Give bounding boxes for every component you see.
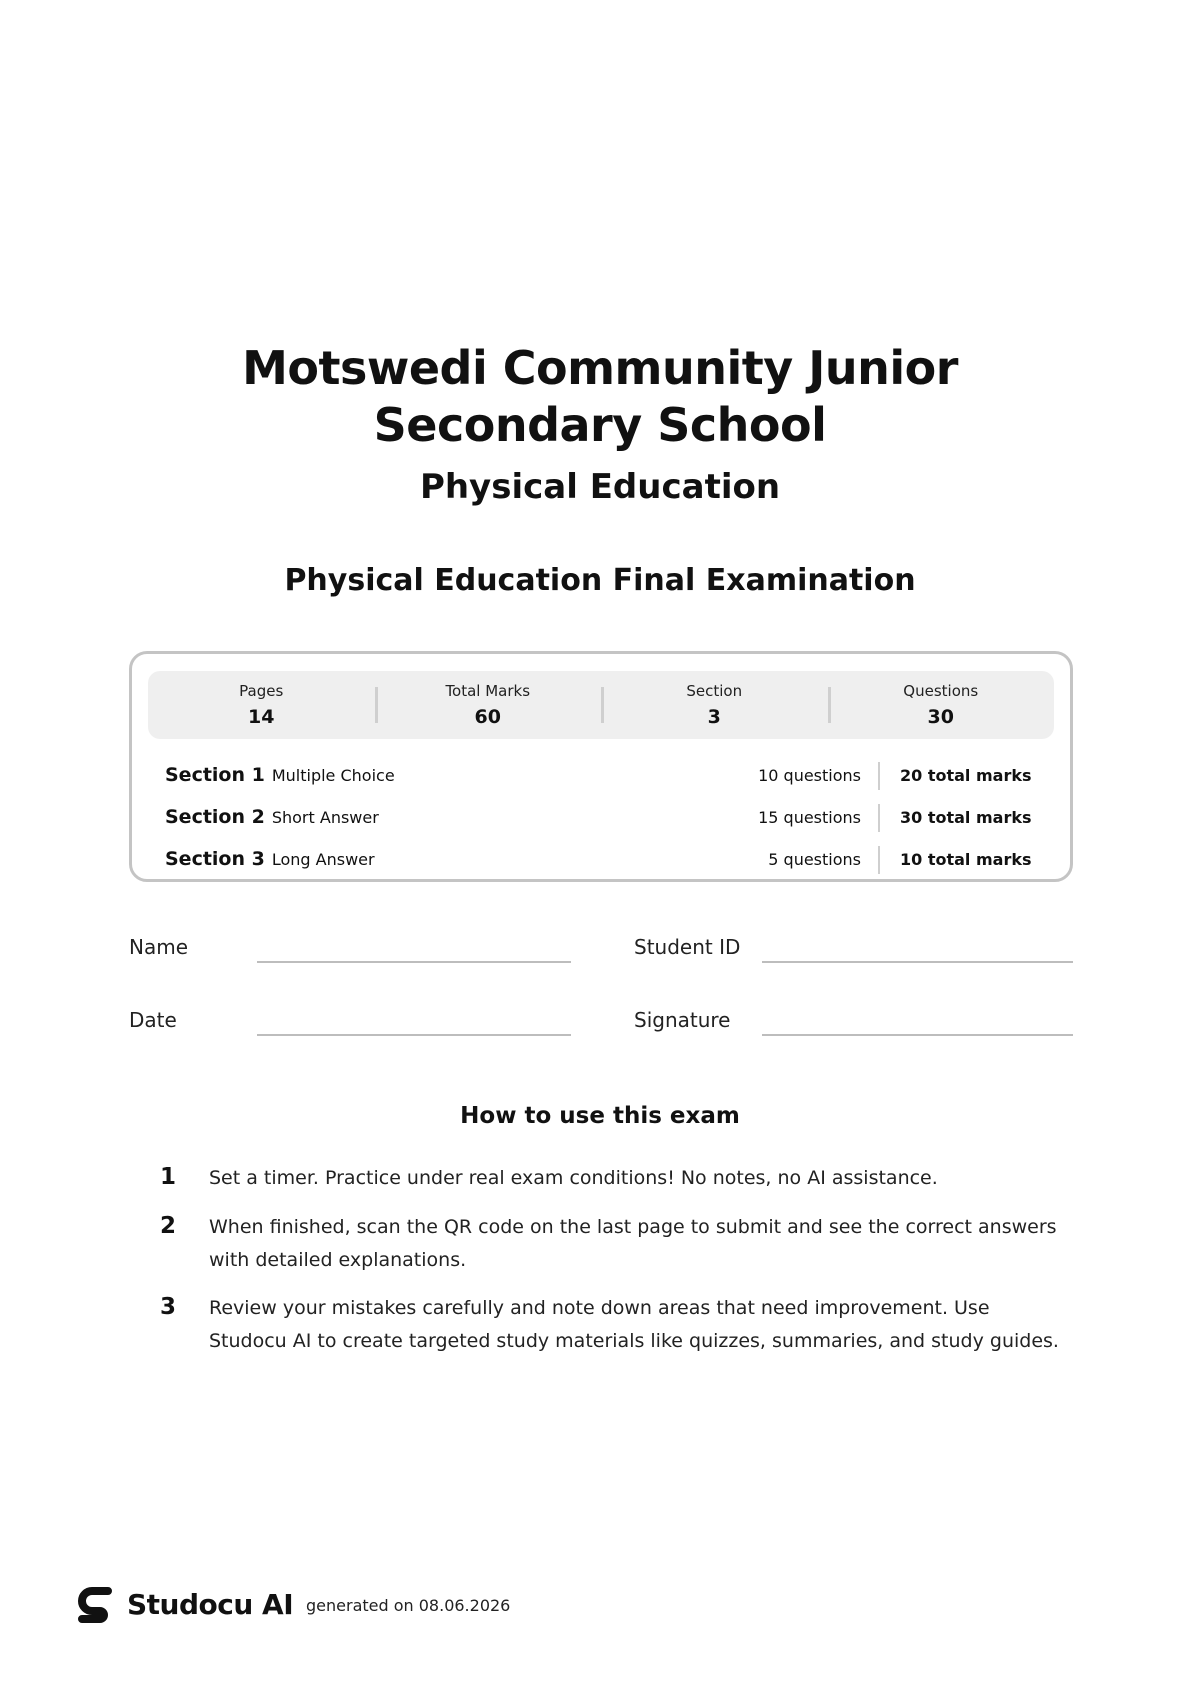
stat-questions xyxy=(828,671,1055,739)
section-row-1 xyxy=(165,760,1045,790)
stats-bar xyxy=(148,671,1054,739)
section-name: Section 2 xyxy=(165,806,265,828)
studocu-logo-icon xyxy=(78,1587,114,1625)
stat-label: Pages xyxy=(239,682,284,700)
section-marks: 30 total marks xyxy=(900,807,1032,827)
step-number: 3 xyxy=(160,1294,177,1320)
section-question-count: 15 questions xyxy=(758,807,861,827)
step-number: 1 xyxy=(160,1164,177,1190)
student-id-field[interactable] xyxy=(762,961,1073,963)
generated-date: generated on 08.06.2026 xyxy=(306,1596,511,1615)
section-row-2 xyxy=(165,802,1045,832)
signature-field[interactable] xyxy=(762,1034,1073,1036)
date-label: Date xyxy=(129,1008,177,1032)
student-id-label: Student ID xyxy=(634,935,741,959)
signature-label: Signature xyxy=(634,1008,731,1032)
stat-pages xyxy=(148,671,375,739)
stat-label: Section xyxy=(686,682,743,700)
section-type: Short Answer xyxy=(271,807,379,827)
section-type: Multiple Choice xyxy=(271,765,395,785)
stat-section xyxy=(601,671,828,739)
school-name: Motswedi Community Junior Secondary School xyxy=(242,341,958,452)
stat-value: 60 xyxy=(474,706,501,728)
section-divider xyxy=(878,762,880,790)
stat-total-marks xyxy=(375,671,602,739)
section-type: Long Answer xyxy=(271,849,375,869)
section-divider xyxy=(878,804,880,832)
exam-summary-card xyxy=(129,651,1073,882)
section-question-count: 10 questions xyxy=(758,765,861,785)
section-name: Section 3 xyxy=(165,848,265,870)
section-question-count: 5 questions xyxy=(768,849,861,869)
step-text: Review your mistakes carefully and note down areas that need improvement. Use Studocu AI to create targeted study materials like quizzes, summaries, and study guides. xyxy=(209,1297,1059,1352)
footer-brand: Studocu AI xyxy=(127,1588,294,1621)
section-name: Section 1 xyxy=(165,764,265,786)
section-marks: 20 total marks xyxy=(900,765,1032,785)
section-marks: 10 total marks xyxy=(900,849,1032,869)
stat-value: 14 xyxy=(248,706,275,728)
name-label: Name xyxy=(129,935,189,959)
date-field[interactable] xyxy=(257,1034,571,1036)
exam-title: Physical Education Final Examination xyxy=(284,563,916,598)
step-text: Set a timer. Practice under real exam conditions! No notes, no AI assistance. xyxy=(209,1167,938,1189)
stat-value: 3 xyxy=(707,706,721,728)
section-row-3 xyxy=(165,844,1045,874)
step-number: 2 xyxy=(160,1213,177,1239)
howto-title: How to use this exam xyxy=(460,1103,740,1129)
stat-value: 30 xyxy=(927,706,954,728)
section-divider xyxy=(878,846,880,874)
stat-label: Total Marks xyxy=(445,682,531,700)
name-field[interactable] xyxy=(257,961,571,963)
step-text: When finished, scan the QR code on the last page to submit and see the correct answers with detailed explanations. xyxy=(209,1216,1057,1271)
subject-title: Physical Education xyxy=(419,467,781,507)
stat-label: Questions xyxy=(903,682,979,700)
